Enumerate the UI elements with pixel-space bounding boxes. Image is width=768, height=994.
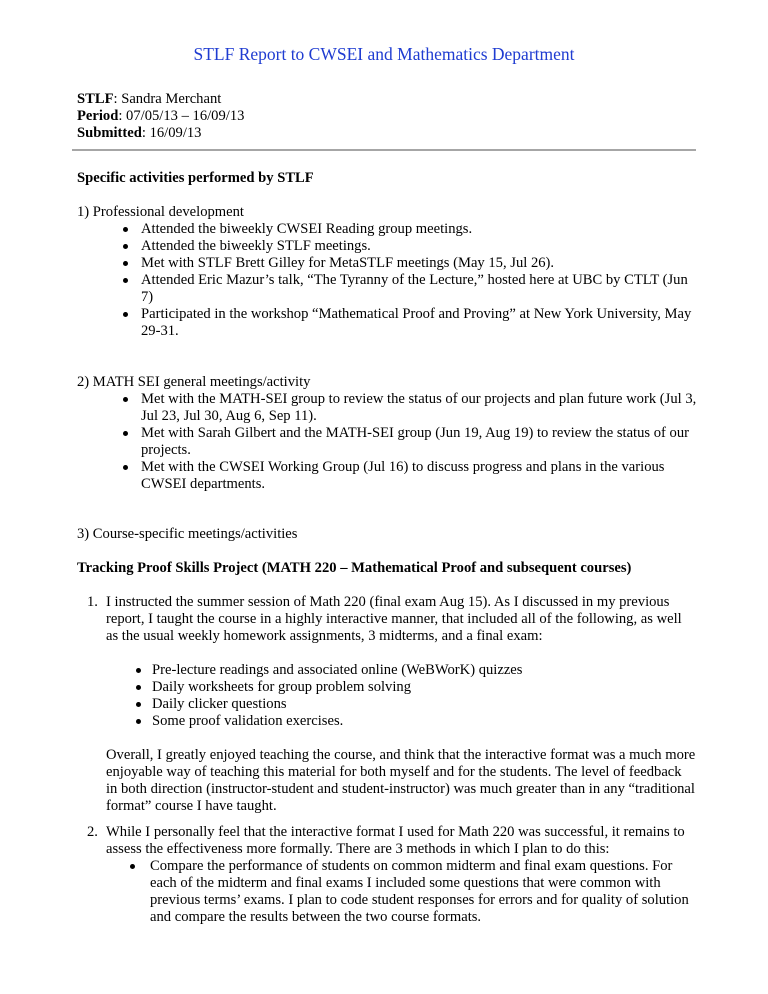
meta-stlf-value: : Sandra Merchant — [113, 91, 222, 107]
list-item — [136, 696, 686, 713]
meta-submitted — [77, 125, 244, 142]
sub-item-text: Daily worksheets for group problem solving — [152, 679, 411, 695]
project-item-2 — [87, 824, 696, 926]
bullet-icon — [136, 719, 141, 724]
list-item — [123, 238, 697, 255]
meta-submitted-label: Submitted — [77, 125, 142, 141]
s2-heading: 2) MATH SEI general meetings/activity — [77, 374, 311, 390]
list-item — [123, 255, 697, 272]
item-1-paragraph: Overall, I greatly enjoyed teaching the course, and think that the interactive format was a much more enjoyable way of teaching this material for both myself and for the students. The level of feedback in both direction (instructor-student and student-instructor) was much greater than in any “traditional format” course I have taught. — [106, 747, 696, 814]
item-1-text: I instructed the summer session of Math 220 (final exam Aug 15). As I discussed in my previous report, I taught the course in a highly interactive manner, that included all of the following, as well as the usual weekly homework assignments, 3 midterms, and a final exam: — [106, 594, 682, 644]
list-item — [123, 391, 697, 425]
list-item — [136, 662, 686, 679]
meta-period-value: : 07/05/13 – 16/09/13 — [118, 108, 245, 124]
s1-heading: 1) Professional development — [77, 204, 244, 220]
report-meta — [77, 91, 244, 142]
list-item — [123, 221, 697, 238]
s1-item-text: Attended Eric Mazur’s talk, “The Tyranny of the Lecture,” hosted here at UBC by CTLT (Jun 7) — [141, 272, 688, 305]
bullet-icon — [123, 397, 128, 402]
bullet-icon — [123, 244, 128, 249]
bullet-icon — [136, 668, 141, 673]
s1-item-text: Met with STLF Brett Gilley for MetaSTLF meetings (May 15, Jul 26). — [141, 255, 555, 271]
s1-list — [123, 221, 697, 340]
list-item — [123, 425, 697, 459]
list-item — [123, 306, 697, 340]
sub-item-text: Daily clicker questions — [152, 696, 287, 712]
bullet-icon — [123, 227, 128, 232]
bullet-icon — [123, 278, 128, 283]
s2-item-text: Met with the CWSEI Working Group (Jul 16) to discuss progress and plans in the various CWSEI departments. — [141, 459, 665, 492]
meta-submitted-value: : 16/09/13 — [141, 125, 202, 141]
s1-item-text: Attended the biweekly STLF meetings. — [141, 238, 371, 254]
meta-period — [77, 108, 244, 125]
item-number: 2. — [87, 824, 98, 840]
bullet-icon — [136, 685, 141, 690]
meta-stlf — [77, 91, 244, 108]
meta-period-label: Period — [77, 108, 119, 124]
bullet-icon — [123, 261, 128, 266]
item-2-text: While I personally feel that the interactive format I used for Math 220 was successful, it remains to assess the effectiveness more formally. There are 3 methods in which I plan to do this: — [106, 824, 685, 857]
section-professional-development — [77, 204, 697, 340]
sub-item-text: Some proof validation exercises. — [152, 713, 344, 729]
list-item — [136, 679, 686, 696]
bullet-icon — [130, 864, 135, 869]
item-1-sublist — [136, 662, 686, 730]
bullet-icon — [123, 465, 128, 470]
s2-list — [123, 391, 697, 493]
section-heading: Specific activities performed by STLF — [77, 170, 314, 186]
s2-item-text: Met with Sarah Gilbert and the MATH-SEI group (Jun 19, Aug 19) to review the status of our projects. — [141, 425, 689, 458]
sub-item-text: Pre-lecture readings and associated online (WeBWorK) quizzes — [152, 662, 523, 678]
s2-item-text: Met with the MATH-SEI group to review the status of our projects and plan future work (Jul 3, Jul 23, Jul 30, Aug 6, Sep 11). — [141, 391, 697, 424]
bullet-icon — [123, 312, 128, 317]
section-math-sei-meetings — [77, 374, 697, 493]
horizontal-divider — [72, 149, 696, 151]
document-title: STLF Report to CWSEI and Mathematics Department — [193, 44, 575, 64]
s1-item-text: Participated in the workshop “Mathematical Proof and Proving” at New York University, May 29-31. — [141, 306, 692, 339]
bullet-icon — [123, 431, 128, 436]
project-item-1 — [87, 594, 696, 815]
list-item — [123, 272, 697, 306]
sub-item-text: Compare the performance of students on common midterm and final exam questions. For each of the midterm and final exams I included some questions that were common with previous terms’ exams. I plan to code student responses for errors and for quality of solution and compare the results between the two course formats. — [150, 858, 689, 925]
list-item — [136, 713, 686, 730]
meta-stlf-label: STLF — [77, 91, 114, 107]
s3-heading: 3) Course-specific meetings/activities — [77, 526, 298, 542]
item-2-sublist — [130, 858, 696, 926]
list-item — [123, 459, 697, 493]
item-number: 1. — [87, 594, 98, 610]
bullet-icon — [136, 702, 141, 707]
s1-item-text: Attended the biweekly CWSEI Reading group meetings. — [141, 221, 473, 237]
project-heading: Tracking Proof Skills Project (MATH 220 – Mathematical Proof and subsequent courses) — [77, 560, 632, 576]
list-item — [130, 858, 696, 926]
